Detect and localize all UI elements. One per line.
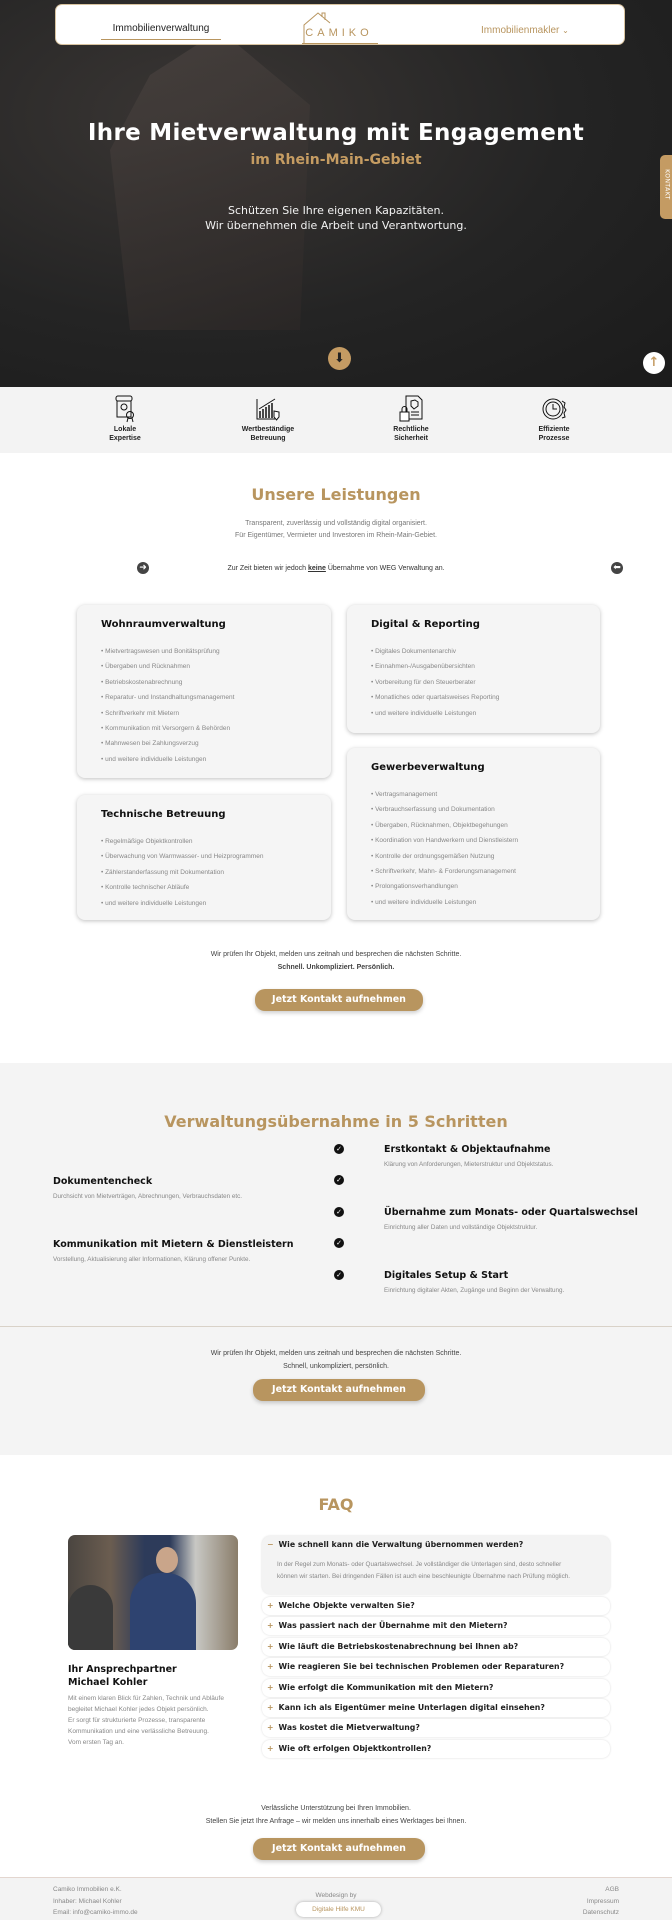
feature-label: [504, 425, 604, 443]
footer-link-impressum[interactable]: Impressum: [586, 1897, 619, 1905]
plus-icon: +: [267, 1641, 274, 1651]
hero-text: [0, 203, 672, 233]
feature-label: [75, 425, 175, 443]
logo-underline: [302, 43, 378, 44]
service-list-item: • Kommunikation mit Versorgern & Behörden: [101, 725, 231, 733]
faq-answer-line: In der Regel zum Monats- oder Quartalswechsel. Je vollständiger die Unterlagen sind, desto schneller: [277, 1561, 562, 1568]
faq-answer: [262, 1554, 610, 1588]
feature-wertbestaendige-betreuung: [218, 395, 318, 443]
faq-item[interactable]: [262, 1740, 610, 1758]
faq-question-text: Wie oft erfolgen Objektkontrollen?: [278, 1743, 432, 1753]
contact-description: [68, 1693, 224, 1748]
top-navigation: [55, 4, 625, 45]
contact-description-line: Vom ersten Tag an.: [68, 1739, 124, 1746]
service-card-gewerbeverwaltung: [347, 748, 600, 920]
service-card-title: Wohnraumverwaltung: [101, 619, 226, 630]
plus-icon: +: [267, 1723, 274, 1733]
service-list-item: • Kontrolle der ordnungsgemäßen Nutzung: [371, 852, 495, 860]
service-list-item: • Zählerstanderfassung mit Dokumentation: [101, 868, 224, 876]
contact-description-line: Mit einem klaren Blick für Zahlen, Technik und Abläufe: [68, 1695, 224, 1702]
service-list-item: • Regelmäßige Objektkontrollen: [101, 838, 193, 845]
contact-description-line: Er sorgt für strukturierte Prozesse, transparente: [68, 1717, 206, 1724]
service-list-item: • Mietvertragswesen und Bonitätsprüfung: [101, 648, 220, 655]
faq-item[interactable]: [262, 1597, 610, 1615]
service-list-item: • Koordination von Handwerkern und Dienstleistern: [371, 837, 519, 845]
service-list-item: • und weitere individuelle Leistungen: [371, 898, 477, 906]
service-card-title: Digital & Reporting: [371, 619, 480, 630]
service-list-item: • Prolongationsverhandlungen: [371, 883, 458, 891]
cta-text-line: Verlässliche Unterstützung bei Ihren Immobilien.: [261, 1805, 411, 1812]
features-band: [0, 387, 672, 453]
footer-link-agb[interactable]: AGB: [605, 1886, 619, 1893]
nav-immobilienmakler-label: Immobilienmakler: [481, 25, 560, 36]
plus-icon: +: [267, 1621, 274, 1631]
service-list-item: • Verbrauchserfassung und Dokumentation: [371, 806, 495, 814]
chart-shield-icon: [255, 395, 281, 423]
contact-description-line: begleitet Michael Kohler jedes Objekt persönlich.: [68, 1706, 209, 1713]
service-list-item: • Schriftverkehr, Mahn- & Forderungsmanagement: [371, 868, 516, 876]
step-text: Einrichtung digitaler Akten, Zugänge und Beginn der Verwaltung.: [384, 1287, 565, 1294]
contact-heading-line: Ihr Ansprechpartner: [68, 1664, 177, 1675]
service-list-item: • Kontrolle technischer Abläufe: [101, 884, 190, 892]
feature-label-line: Betreuung: [250, 435, 286, 442]
scroll-down-button[interactable]: [328, 347, 351, 370]
weg-notice-keyword: keine: [307, 565, 326, 572]
footer: [0, 1877, 672, 1920]
step-5: [384, 1270, 564, 1294]
service-list: [101, 644, 307, 767]
local-expert-icon: [112, 395, 138, 423]
faq-title: FAQ: [318, 1495, 354, 1514]
step-3: [384, 1207, 638, 1231]
service-card-technische-betreuung: [77, 795, 331, 920]
feature-label-line: Prozesse: [538, 435, 570, 442]
service-list-item: • Digitales Dokumentenarchiv: [371, 648, 457, 655]
service-card-wohnraumverwaltung: [77, 605, 331, 778]
feature-effiziente-prozesse: [504, 395, 604, 443]
faq-question-text: Wie erfolgt die Kommunikation mit den Mietern?: [278, 1682, 494, 1692]
services-subtitle: [0, 518, 672, 542]
services-subtitle-line: Für Eigentümer, Vermieter und Investoren im Rhein-Main-Gebiet.: [235, 532, 437, 539]
step-title: Erstkontakt & Objektaufnahme: [384, 1144, 551, 1155]
contact-person-photo: [68, 1535, 238, 1650]
weg-notice-text: Zur Zeit bieten wir jedoch: [227, 565, 308, 572]
photo-foreground: [68, 1585, 113, 1650]
faq-question-text: Was passiert nach der Übernahme mit den Mietern?: [278, 1621, 508, 1631]
plus-icon: +: [267, 1743, 274, 1753]
chevron-down-icon: ⌄: [562, 26, 569, 35]
weg-notice: [0, 563, 672, 575]
contact-side-tab-label: KONTAKT: [663, 169, 671, 200]
faq-item[interactable]: [262, 1699, 610, 1717]
divider: [0, 1326, 672, 1327]
cta-text-line: Wir prüfen Ihr Objekt, melden uns zeitnah und besprechen die nächsten Schritte.: [210, 951, 462, 958]
minus-icon: −: [267, 1540, 274, 1549]
hero-title: Ihre Mietverwaltung mit Engagement: [87, 120, 585, 146]
plus-icon: +: [267, 1601, 274, 1610]
service-list-item: • und weitere individuelle Leistungen: [371, 709, 477, 717]
step-2: [53, 1176, 242, 1200]
step-1: [384, 1144, 553, 1168]
footer-links: [583, 1884, 619, 1919]
feature-label-line: Effiziente: [538, 426, 570, 433]
feature-label-line: Sicherheit: [394, 435, 428, 442]
plus-icon: +: [267, 1703, 274, 1712]
contact-button[interactable]: Jetzt Kontakt aufnehmen: [253, 1838, 425, 1860]
photo-person-head: [156, 1547, 178, 1573]
faq-item[interactable]: [262, 1658, 610, 1676]
faq-question-text: Wie schnell kann die Verwaltung übernommen werden?: [278, 1540, 524, 1549]
footer-company: Camiko Immobilien e.K.: [53, 1886, 122, 1893]
feature-label-line: Rechtliche: [393, 426, 429, 433]
service-list-item: • Mahnwesen bei Zahlungsverzug: [101, 740, 199, 748]
weg-notice-text: Übernahme von WEG Verwaltung an.: [325, 565, 445, 572]
faq-question-text: Kann ich als Eigentümer meine Unterlagen digital einsehen?: [278, 1703, 545, 1712]
contact-side-tab[interactable]: [660, 155, 672, 219]
service-list-item: • Betriebskostenabrechnung: [101, 678, 183, 686]
document-lock-icon: [398, 395, 424, 423]
service-list-item: • Überwachung von Warmwasser- und Heizprogrammen: [101, 853, 264, 861]
service-list-item: • Vorbereitung für den Steuerberater: [371, 678, 476, 686]
services-subtitle-line: Transparent, zuverlässig und vollständig digital organisiert.: [245, 520, 427, 527]
contact-heading: [68, 1663, 177, 1689]
webdesign-link[interactable]: Digitale Hilfe KMU: [296, 1902, 381, 1917]
arrow-right-icon: ➜: [139, 563, 147, 573]
services-title: Unsere Leistungen: [251, 485, 421, 504]
cta-text-line: Schnell. Unkompliziert. Persönlich.: [277, 964, 395, 971]
faq-question-text: Was kostet die Mietverwaltung?: [278, 1723, 420, 1733]
service-list: [101, 834, 307, 911]
faq-question[interactable]: [262, 1536, 610, 1554]
step-title: Dokumentencheck: [53, 1176, 153, 1187]
service-list-item: • Übergaben und Rücknahmen: [101, 663, 191, 671]
footer-email[interactable]: Email: info@camiko-immo.de: [53, 1909, 138, 1916]
cta-text-line: Stellen Sie jetzt Ihre Anfrage – wir melden uns innerhalb eines Werktages bei Ihnen.: [205, 1818, 467, 1825]
logo[interactable]: [296, 11, 382, 45]
check-icon: ✓: [334, 1144, 344, 1154]
service-list-item: • Vertragsmanagement: [371, 791, 438, 798]
faq-item[interactable]: [262, 1638, 610, 1656]
photo-person-body: [130, 1573, 196, 1650]
service-list-item: • und weitere individuelle Leistungen: [101, 899, 207, 907]
service-list: [371, 787, 576, 910]
check-icon: ✓: [334, 1207, 344, 1217]
step-title: Digitales Setup & Start: [384, 1270, 509, 1281]
faq-question-text: Wie reagieren Sie bei technischen Problemen oder Reparaturen?: [278, 1662, 565, 1672]
hero-subtitle: im Rhein-Main-Gebiet: [250, 152, 422, 168]
faq-question-text: Welche Objekte verwalten Sie?: [278, 1601, 415, 1610]
contact-button[interactable]: Jetzt Kontakt aufnehmen: [255, 989, 423, 1011]
step-text: Klärung von Anforderungen, Mieterstruktur und Objektstatus.: [384, 1161, 554, 1168]
nav-immobilienmakler-dropdown[interactable]: [481, 25, 569, 36]
contact-description-line: Kommunikation und eine verlässliche Betreuung.: [68, 1728, 209, 1735]
contact-button[interactable]: Jetzt Kontakt aufnehmen: [253, 1379, 425, 1401]
feature-label-line: Wertbeständige: [241, 426, 295, 433]
clock-gear-icon: [541, 395, 567, 423]
feature-label-line: Lokale: [113, 426, 137, 433]
feature-label: [361, 425, 461, 443]
carousel-prev-button[interactable]: [611, 562, 623, 574]
service-list-item: • und weitere individuelle Leistungen: [101, 755, 207, 763]
step-text: Einrichtung aller Daten und vollständige Objektstruktur.: [384, 1224, 538, 1231]
faq-answer-line: können wir starten. Bei dringenden Fällen ist auch eine beschleunigte Übernahme nach Prüfung möglich.: [277, 1573, 570, 1580]
steps-cta-text: [0, 1347, 672, 1373]
service-list-item: • Schriftverkehr mit Mietern: [101, 709, 180, 717]
plus-icon: +: [267, 1662, 274, 1672]
step-title: Übernahme zum Monats- oder Quartalswechsel: [384, 1207, 638, 1218]
service-list-item: • Reparatur- und Instandhaltungsmanagement: [101, 694, 235, 702]
hero-background-image: [110, 30, 310, 330]
cta-text-line: Wir prüfen Ihr Objekt, melden uns zeitnah und besprechen die nächsten Schritte.: [210, 1350, 462, 1357]
check-icon: ✓: [334, 1175, 344, 1185]
nav-immobilienverwaltung[interactable]: Immobilienverwaltung: [101, 23, 221, 40]
plus-icon: +: [267, 1682, 274, 1692]
hero-text-line: Schützen Sie Ihre eigenen Kapazitäten.: [227, 204, 445, 217]
steps-title: Verwaltungsübernahme in 5 Schritten: [164, 1112, 508, 1131]
feature-lokale-expertise: [75, 395, 175, 443]
faq-item[interactable]: [262, 1617, 610, 1635]
services-cta-text: [0, 948, 672, 974]
cta-text-line: Schnell, unkompliziert, persönlich.: [283, 1363, 389, 1370]
arrow-up-icon: ↑: [648, 355, 660, 370]
service-list-item: • Monatliches oder quartalsweises Reporting: [371, 694, 500, 702]
webdesign-label: Webdesign by: [315, 1892, 357, 1899]
contact-name: Michael Kohler: [68, 1677, 148, 1688]
service-list-item: • Übergaben, Rücknahmen, Objektbegehungen: [371, 821, 508, 829]
arrow-left-icon: ⬅: [613, 563, 621, 573]
footer-owner: Inhaber: Michael Kohler: [53, 1897, 122, 1905]
faq-question-text: Wie läuft die Betriebskostenabrechnung bei Ihnen ab?: [278, 1641, 519, 1651]
service-list: [371, 644, 576, 721]
step-4: [53, 1239, 294, 1263]
feature-rechtliche-sicherheit: [361, 395, 461, 443]
scroll-to-top-button[interactable]: [643, 352, 665, 374]
arrow-down-icon: ⬇: [334, 351, 345, 366]
feature-label-line: Expertise: [109, 435, 141, 442]
faq-item[interactable]: [262, 1679, 610, 1697]
step-text: Vorstellung, Aktualisierung aller Informationen, Klärung offener Punkte.: [53, 1256, 251, 1263]
faq-item-open[interactable]: [262, 1536, 610, 1594]
service-card-title: Gewerbeverwaltung: [371, 762, 485, 773]
hero-text-line: Wir übernehmen die Arbeit und Verantwortung.: [205, 219, 467, 232]
step-title: Kommunikation mit Mietern & Dienstleistern: [53, 1239, 294, 1250]
feature-label: [218, 425, 318, 443]
service-card-digital-reporting: [347, 605, 600, 733]
footer-link-datenschutz[interactable]: Datenschutz: [582, 1909, 619, 1916]
check-icon: ✓: [334, 1238, 344, 1248]
hero-section: [0, 0, 672, 387]
faq-item[interactable]: [262, 1719, 610, 1737]
step-text: Durchsicht von Mietverträgen, Abrechnungen, Verbrauchsdaten etc.: [53, 1193, 243, 1200]
service-list-item: • Einnahmen-/Ausgabenübersichten: [371, 663, 475, 671]
service-card-title: Technische Betreuung: [101, 809, 226, 820]
logo-text: CAMIKO: [305, 27, 373, 39]
final-cta-text: [0, 1802, 672, 1828]
check-icon: ✓: [334, 1270, 344, 1280]
